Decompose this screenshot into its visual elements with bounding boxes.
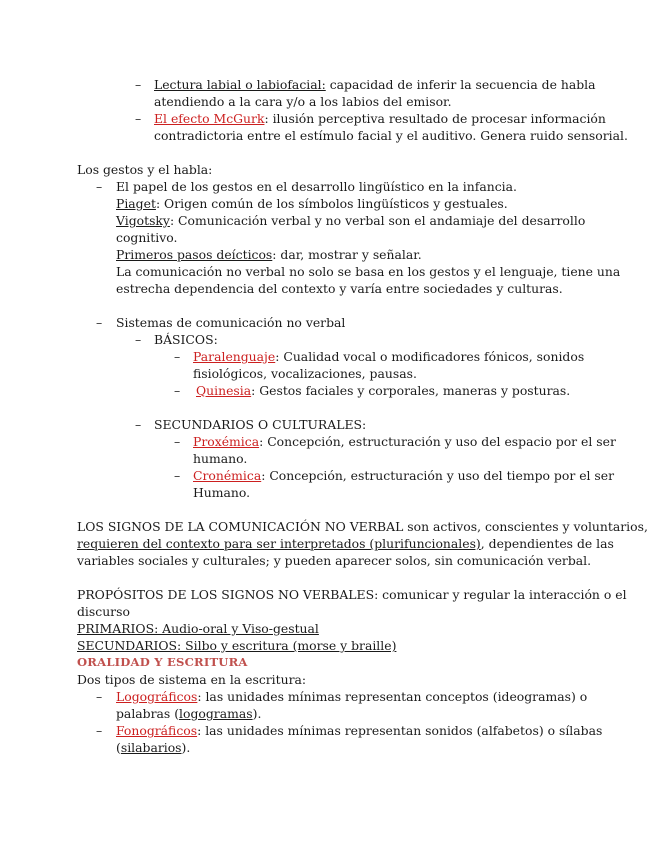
line	[116, 705, 261, 722]
line: atendiendo a la cara y/o a los labios del emisor.	[154, 94, 452, 109]
paragraph-line: LOS SIGNOS DE LA COMUNICACIÓN NO VERBAL son activos, conscientes y voluntarios,	[77, 519, 648, 534]
sublist-title: BÁSICOS:	[154, 332, 218, 347]
list-dash: –	[135, 77, 142, 92]
definition: : Comunicación verbal y no verbal son el andamiaje del desarrollo	[169, 213, 586, 228]
definition: : Origen común de los símbolos lingüísticos y gestuales.	[155, 196, 508, 211]
term: Vigotsky	[116, 213, 170, 228]
paragraph-line: discurso	[77, 604, 130, 619]
list-item: El papel de los gestos en el desarrollo lingüístico en la infancia.	[116, 179, 517, 194]
definition: : Concepción, estructuración y uso del tiempo por el ser	[261, 468, 615, 483]
list-item-cronemica	[193, 467, 614, 484]
list-item: Sistemas de comunicación no verbal	[116, 315, 346, 330]
list-dash: –	[174, 383, 181, 398]
definition: : Gestos faciales y corporales, maneras y posturas.	[251, 383, 571, 398]
sublist-title: SECUNDARIOS O CULTURALES:	[154, 417, 367, 432]
line: cognitivo.	[116, 230, 178, 245]
definition: : ilusión perceptiva resultado de procesar información	[264, 111, 606, 126]
list-dash: –	[174, 349, 181, 364]
line-piaget	[116, 195, 508, 212]
term: Piaget	[116, 196, 156, 211]
definition: : Concepción, estructuración y uso del espacio por el ser	[259, 434, 616, 449]
list-dash: –	[96, 179, 103, 194]
definition: capacidad de inferir la secuencia de habla	[325, 77, 596, 92]
term: Primeros pasos deícticos	[116, 247, 273, 262]
term-link[interactable]: Fonográficos	[116, 723, 198, 738]
list-dash: –	[135, 111, 142, 126]
section-title: Los gestos y el habla:	[77, 162, 213, 177]
paragraph-line: variables sociales y culturales; y pueden aparecer solos, sin comunicación verbal.	[77, 553, 592, 568]
definition: : las unidades mínimas representan conceptos (ideogramas) o	[197, 689, 588, 704]
list-dash: –	[96, 315, 103, 330]
line: La comunicación no verbal no solo se basa en los gestos y el lenguaje, tiene una	[116, 264, 621, 279]
underlined-text: requieren del contexto para ser interpretados (plurifuncionales)	[77, 536, 481, 551]
secundarios-line: SECUNDARIOS: Silbo y escritura (morse y braille)	[77, 638, 397, 653]
text: palabras (	[116, 706, 180, 721]
line: fisiológicos, vocalizaciones, pausas.	[193, 366, 417, 381]
term-link[interactable]: Quinesia	[196, 383, 252, 398]
term-link[interactable]: Logográficos	[116, 689, 198, 704]
section-heading: ORALIDAD Y ESCRITURA	[77, 655, 248, 669]
text: ).	[181, 740, 191, 755]
text: , dependientes de las	[480, 536, 614, 551]
list-item-lectura-labial	[154, 76, 596, 93]
list-item-proxemica	[193, 433, 616, 450]
definition: : dar, mostrar y señalar.	[272, 247, 422, 262]
list-dash: –	[174, 468, 181, 483]
underlined-text: logogramas	[179, 706, 253, 721]
underlined-text: silabarios	[120, 740, 182, 755]
term-link[interactable]: Cronémica	[193, 468, 262, 483]
term-link[interactable]: El efecto McGurk	[154, 111, 265, 126]
list-dash: –	[96, 723, 103, 738]
primarios-line: PRIMARIOS: Audio-oral y Viso-gestual	[77, 621, 319, 636]
paragraph-line	[77, 535, 614, 552]
list-item-logograficos	[116, 688, 587, 705]
list-item-paralenguaje	[193, 348, 584, 365]
text: ).	[252, 706, 262, 721]
line: humano.	[193, 451, 248, 466]
line: contradictoria entre el estímulo facial y el auditivo. Genera ruido sensorial.	[154, 128, 628, 143]
line-vigotsky	[116, 212, 585, 229]
line: Humano.	[193, 485, 251, 500]
definition: : Cualidad vocal o modificadores fónicos, sonidos	[275, 349, 585, 364]
paragraph-line: PROPÓSITOS DE LOS SIGNOS NO VERBALES: comunicar y regular la interacción o el	[77, 587, 627, 602]
list-item-mcgurk	[154, 110, 606, 127]
line-primeros-pasos	[116, 246, 422, 263]
line	[116, 739, 190, 756]
list-dash: –	[135, 417, 142, 432]
definition: : las unidades mínimas representan sonidos (alfabetos) o sílabas	[197, 723, 603, 738]
list-dash: –	[135, 332, 142, 347]
line: estrecha dependencia del contexto y varía entre sociedades y culturas.	[116, 281, 563, 296]
term-link[interactable]: Paralenguaje	[193, 349, 276, 364]
term: Lectura labial o labiofacial:	[154, 77, 326, 92]
list-item-fonograficos	[116, 722, 602, 739]
list-item-quinesia	[196, 382, 570, 399]
text: (	[116, 740, 121, 755]
paragraph-line: Dos tipos de sistema en la escritura:	[77, 672, 307, 687]
list-dash: –	[174, 434, 181, 449]
term-link[interactable]: Proxémica	[193, 434, 260, 449]
list-dash: –	[96, 689, 103, 704]
